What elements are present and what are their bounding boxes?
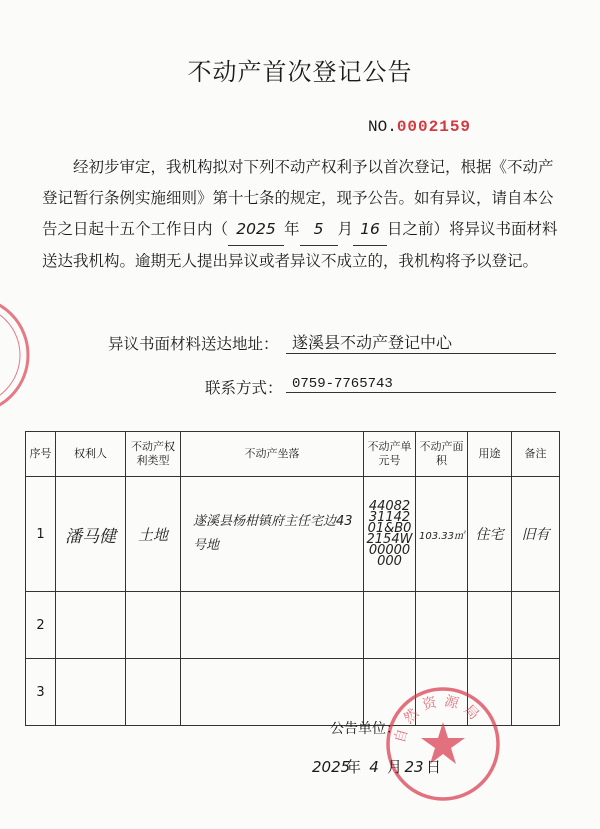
official-seal (385, 686, 501, 802)
row-location (181, 592, 364, 659)
issue-day: 23 (404, 758, 424, 776)
issue-day-char: 日 (426, 758, 442, 776)
document-number-value: 0002159 (396, 118, 472, 136)
row-usage (468, 592, 512, 659)
contact-label: 联系方式： (205, 379, 283, 397)
row-remark (512, 659, 560, 726)
row-unit-no (364, 592, 416, 659)
row-remark: 旧有 (512, 477, 560, 592)
issue-month: 4 (369, 758, 379, 776)
deadline-month-char: 月 (337, 220, 354, 238)
document-number-prefix: NO. (368, 118, 397, 136)
header-unit-no: 不动产单元号 (364, 432, 416, 477)
document-number (368, 118, 471, 136)
deadline-day: 16 (353, 214, 387, 246)
row-owner: 潘马健 (56, 477, 126, 592)
row-area (416, 592, 468, 659)
row-owner (56, 659, 126, 726)
header-right-type: 不动产权利类型 (126, 432, 181, 477)
table-header-row (26, 432, 560, 477)
row-right-type (126, 659, 181, 726)
table-row (26, 592, 560, 659)
row-remark (512, 592, 560, 659)
deadline-year: 2025 (228, 214, 284, 246)
header-owner: 权利人 (56, 432, 126, 477)
row-owner (56, 592, 126, 659)
intro-text-1: 经初步审定，我机构拟对下列不动产权利予以首次登记，根据《不动产登记暂行条例实施细则》第十七条的规定，现予公告。如有异议，请自本公告之日起十五个工作日内（ (42, 158, 554, 238)
objection-address-label: 异议书面材料送达地址： (108, 335, 279, 353)
objection-address: 遂溪县不动产登记中心 (286, 330, 556, 354)
seal-text: 自然资源局 (392, 693, 486, 745)
row-index: 3 (26, 659, 56, 726)
row-index: 2 (26, 592, 56, 659)
header-remark: 备注 (512, 432, 560, 477)
intro-text-2: 日之前）将异议书面材料送达我机构。逾期无人提出异议或者异议不成立的，我机构将予以登记。 (42, 220, 558, 270)
header-area: 不动产面积 (416, 432, 468, 477)
row-usage: 住宅 (468, 477, 512, 592)
announcement-body (42, 152, 562, 277)
issue-year: 2025 (312, 758, 351, 776)
issue-date (312, 756, 441, 777)
contact-phone: 0759-7765743 (286, 376, 556, 393)
registration-table (25, 431, 560, 726)
row-unit-no: 440823114201&B02154W00000000 (364, 477, 416, 592)
issuer-label: 公告单位： (330, 721, 400, 737)
deadline-year-char: 年 (284, 220, 300, 238)
header-index: 序号 (26, 432, 56, 477)
issue-month-char: 月 (387, 758, 403, 776)
row-index: 1 (26, 477, 56, 592)
partial-seal-left (0, 290, 58, 420)
deadline-month: 5 (300, 214, 338, 246)
header-usage: 用途 (468, 432, 512, 477)
row-right-type (126, 592, 181, 659)
row-right-type: 土地 (126, 477, 181, 592)
row-location (181, 659, 364, 726)
header-location: 不动产坐落 (181, 432, 364, 477)
page-title: 不动产首次登记公告 (187, 58, 413, 86)
table-row (26, 477, 560, 592)
issue-year-char: 年 (346, 758, 362, 776)
row-location: 遂溪县杨柑镇府主任宅边43号地 (181, 477, 364, 592)
row-area: 103.33㎡ (416, 477, 468, 592)
